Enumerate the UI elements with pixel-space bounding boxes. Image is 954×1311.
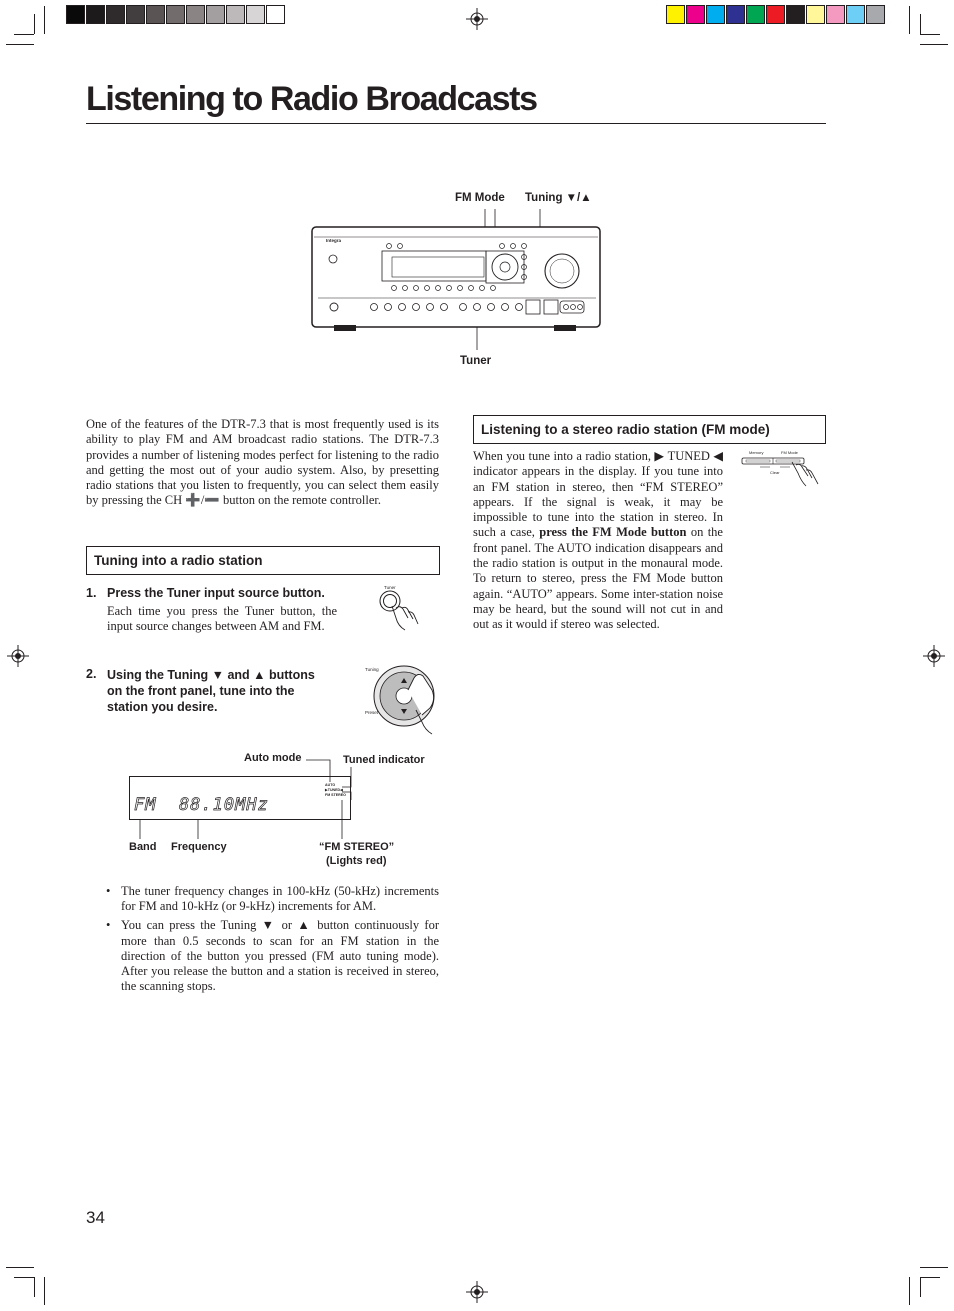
- step-2-number: 2.: [86, 667, 97, 681]
- gray-swatch: [66, 5, 85, 24]
- stereo-paragraph: [473, 449, 723, 633]
- color-swatch: [726, 5, 745, 24]
- tuner-button-hand-icon: [375, 588, 425, 633]
- clear-button-label: Clear: [770, 470, 780, 475]
- gray-swatch: [206, 5, 225, 24]
- tuning-dial-hand-icon: [370, 660, 442, 738]
- gray-swatch: [126, 5, 145, 24]
- gray-swatch: [146, 5, 165, 24]
- fm-mode-hand-icon: [740, 455, 825, 490]
- lcd-indicator-auto: AUTO: [325, 783, 336, 787]
- fm-mode-button-label: FM Mode: [781, 450, 798, 455]
- band-callout: Band: [129, 841, 157, 853]
- color-swatch: [706, 5, 725, 24]
- frequency-callout: Frequency: [171, 841, 227, 853]
- gray-swatch: [86, 5, 105, 24]
- gray-swatch: [246, 5, 265, 24]
- registration-mark-right: [923, 645, 945, 667]
- intro-paragraph: One of the features of the DTR-7.3 that is most frequently used is its ability to play FM and AM broadcast radio stations. The DTR-7.3 provides a number of listening modes perfect for listening to the radio and getting the most out of your audio system. Also, by presetting radio stations that you listen to frequently, you can select them easily by pressing the CH ➕/➖ button on the remote controller.: [86, 417, 439, 508]
- stereo-text-bold: press the FM Mode button: [539, 525, 687, 540]
- section-heading-tuning: Tuning into a radio station: [86, 546, 440, 575]
- tuner-button-label: Tuner: [384, 585, 396, 590]
- step-2-title: Using the Tuning ▼ and ▲ buttons on the front panel, tune into the station you desire.: [107, 668, 315, 714]
- fm-mode-callout: FM Mode: [455, 192, 505, 204]
- registration-mark-top: [466, 8, 488, 30]
- section-heading-stereo: Listening to a stereo radio station (FM mode): [473, 415, 826, 444]
- fm-stereo-callout: “FM STEREO”: [319, 841, 395, 853]
- page-number: 34: [86, 1208, 105, 1227]
- receiver-front-panel-illustration: [310, 205, 605, 350]
- gray-swatch: [266, 5, 285, 24]
- lcd-indicator-tuned: ▶TUNED◀: [325, 788, 343, 792]
- svg-text:Integra: Integra: [326, 238, 342, 243]
- color-swatch: [786, 5, 805, 24]
- color-swatch: [666, 5, 685, 24]
- tuning-dial-label-bottom: Preset: [365, 710, 379, 715]
- color-swatch: [806, 5, 825, 24]
- color-swatch: [766, 5, 785, 24]
- color-swatch: [866, 5, 885, 24]
- display-callout-lines: [120, 755, 360, 845]
- color-swatch: [826, 5, 845, 24]
- gray-swatch: [106, 5, 125, 24]
- registration-mark-bottom: [466, 1281, 488, 1303]
- step-1-body: Each time you press the Tuner button, the input source changes between AM and FM.: [107, 604, 337, 634]
- tuning-callout: Tuning ▼/▲: [525, 192, 592, 204]
- color-swatch: [686, 5, 705, 24]
- lcd-frequency-readout: FM 88.10MHz: [134, 795, 269, 815]
- page-title: Listening to Radio Broadcasts: [86, 80, 537, 118]
- fm-stereo-lights-red-callout: (Lights red): [326, 855, 387, 867]
- color-swatch: [746, 5, 765, 24]
- stereo-text-part-2: on the front panel. The AUTO indication disappears and the radio station is output in the monaural mode. To return to stereo, press the FM Mode button again. “AUTO” appears. Some inter-station noise may be heard, but the sound will not cut in and out as it would if stereo was selected.: [473, 525, 723, 632]
- list-item: • The tuner frequency changes in 100-kHz (50-kHz) increments for FM and 10-kHz (or 9-kHz) increments for AM.: [104, 884, 439, 914]
- auto-mode-callout: Auto mode: [244, 752, 302, 764]
- gray-swatch: [166, 5, 185, 24]
- memory-button-label: Memory: [749, 450, 764, 455]
- registration-mark-left: [7, 645, 29, 667]
- list-item: • You can press the Tuning ▼ or ▲ button continuously for more than 0.5 seconds to scan for an FM station in the direction of the button you pressed (FM auto tuning mode). After you release the button and a station is received in stereo, the scanning stops.: [104, 918, 439, 994]
- tuned-indicator-callout: Tuned indicator: [343, 754, 425, 766]
- color-swatch: [846, 5, 865, 24]
- step-1-number: 1.: [86, 586, 97, 600]
- lcd-indicator-fm-stereo: FM STEREO: [325, 793, 346, 797]
- title-rule: [86, 123, 826, 124]
- gray-swatch: [226, 5, 245, 24]
- tuning-notes-list: [104, 884, 439, 998]
- stereo-text-part-1: When you tune into a radio station, ▶ TUNED ◀ indicator appears in the display. If you tune into an FM station in stereo, then “FM STEREO” appears. If the signal is weak, it may be impossible to tune into the station in stereo. In such a case,: [473, 449, 723, 540]
- tuning-dial-label-top: Tuning: [365, 667, 379, 672]
- gray-swatch: [186, 5, 205, 24]
- step-1-title: Press the Tuner input source button.: [107, 586, 325, 600]
- tuner-callout: Tuner: [460, 355, 492, 367]
